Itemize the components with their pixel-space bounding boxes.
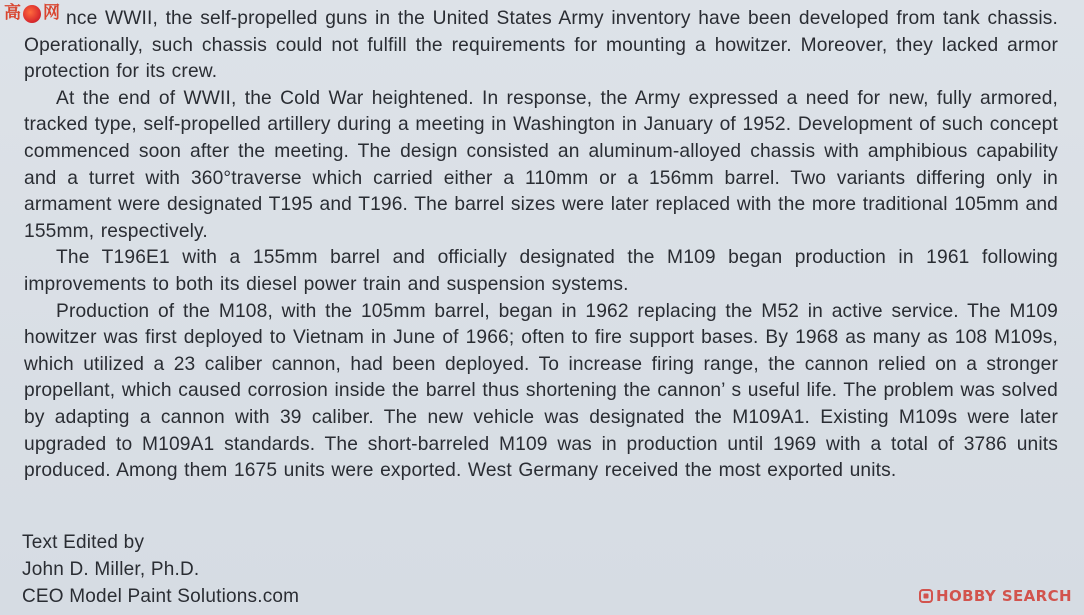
article-body [24, 3, 1058, 485]
credit-line-2: John D. Miller, Ph.D. [22, 559, 200, 580]
article-paragraph-2: At the end of WWII, the Cold War heightened. In response, the Army expressed a need for new, fully armored, tracked type, self-propelled artillery during a meeting in Washington in January of 1952. Development of such concept commenced soon after the meeting. The design consisted an aluminum-alloyed chassis with amphibious capability and a turret with 360°traverse which carried either a 110mm or a 156mm barrel. Two variants differing only in armament were designated T195 and T196. The barrel sizes were later replaced with the more traditional 105mm and 155mm, respectively. [24, 87, 1058, 242]
article-paragraph-3: The T196E1 with a 155mm barrel and officially designated the M109 began production in 1961 following improvements to both its diesel power train and suspension systems. [24, 247, 1058, 295]
credits-block [22, 529, 299, 610]
paragraph-text: nce WWII, the self-propelled guns in the United States Army inventory have been developed from tank chassis. Operationally, such chassis could not fulfill the requirements for mounting a howitzer. Moreover, they lacked armor protection for its crew. [24, 8, 1058, 83]
credit-line-1: Text Edited by [22, 532, 145, 553]
watermark-glyph-2: 网 [43, 3, 60, 23]
article-paragraph-1 [24, 3, 1058, 86]
credit-line-3: CEO Model Paint Solutions.com [22, 586, 300, 607]
watermark-glyph: 高 [4, 3, 21, 23]
watermark-text: HOBBY SEARCH [935, 587, 1072, 605]
hobby-search-logo-icon [919, 589, 933, 603]
watermark-bottom-right [919, 587, 1072, 605]
article-paragraph-4: Production of the M108, with the 105mm barrel, began in 1962 replacing the M52 in active service. The M109 howitzer was first deployed to Vietnam in June of 1966; often to fire support bases. By 1968 as many as 108 M109s, which utilized a 23 caliber cannon, had been deployed. To increase firing range, the cannon relied on a stronger propellant, which caused corrosion inside the barrel thus shortening the cannon’ s useful life. The problem was solved by adapting a cannon with 39 caliber. The new vehicle was designated the M109A1. Existing M109s were later upgraded to M109A1 standards. The short-barreled M109 was in production until 1969 with a total of 3786 units produced. Among them 1675 units were exported. West Germany received the most exported units. [24, 300, 1058, 482]
